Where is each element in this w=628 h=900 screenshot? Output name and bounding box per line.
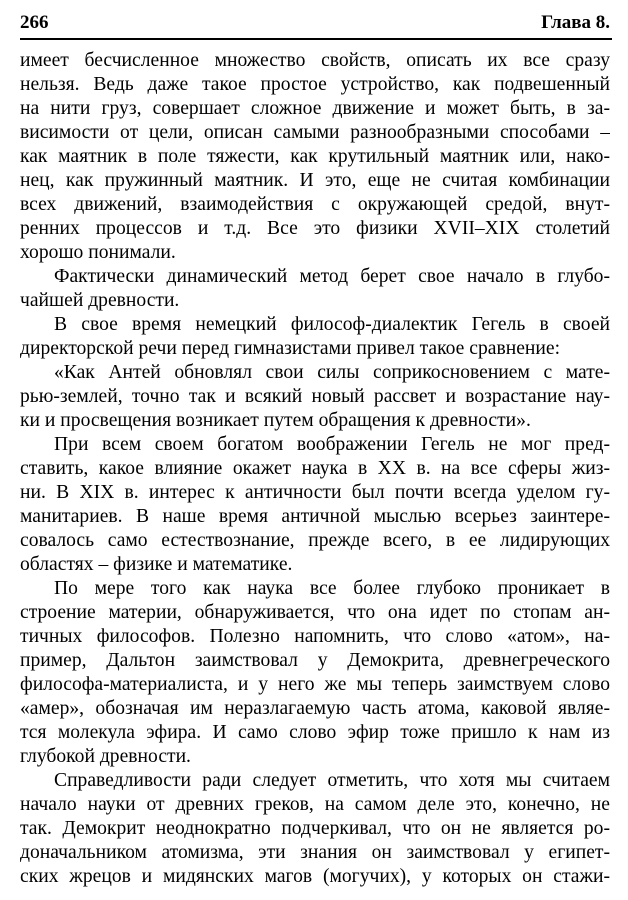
text-line: рью-землей, точно так и всякий новый рассвет и возрастание нау-	[20, 386, 610, 407]
text-line: хорошо понимали.	[20, 242, 176, 263]
text-line: тичных философов. Полезно напомнить, что слово «атом», на-	[20, 626, 610, 647]
text-line: так. Демокрит неоднократно подчеркивал, что он не является ро-	[20, 818, 610, 839]
page-number: 266	[20, 12, 49, 33]
text-line: как маятник в поле тяжести, как крутильный маятник или, нако-	[20, 146, 610, 167]
text-line: Справедливости ради следует отметить, что хотя мы считаем	[54, 770, 610, 791]
text-line: Фактически динамический метод берет свое начало в глубо-	[54, 266, 610, 287]
text-line: ставить, какое влияние окажет наука в XX в. на все сферы жиз-	[20, 458, 610, 479]
text-line: ки и просвещения возникает путем обращения к древности».	[20, 410, 531, 431]
text-line: ских жрецов и мидянских магов (могучих), у которых он стажи-	[20, 866, 610, 887]
text-line: «Как Антей обновлял свои силы соприкосновением с мате-	[54, 362, 610, 383]
text-line: начало науки от древних греков, на самом деле это, конечно, не	[20, 794, 610, 815]
text-line: глубокой древности.	[20, 746, 191, 767]
text-line: ренних процессов и т.д. Все это физики XVII–XIX столетий	[20, 218, 610, 239]
text-line: совалось само естествознание, прежде всего, в ее лидирующих	[20, 530, 610, 551]
text-line: тся молекула эфира. И само слово эфир тоже пришло к нам из	[20, 722, 610, 743]
text-line: пример, Дальтон заимствовал у Демокрита, древнегреческого	[20, 650, 610, 671]
chapter-title: Глава 8.	[541, 12, 610, 33]
text-line: областях – физике и математике.	[20, 554, 293, 575]
text-line: нельзя. Ведь даже такое простое устройство, как подвешенный	[20, 74, 610, 95]
text-line: висимости от цели, описан самыми разнообразными способами –	[20, 122, 610, 143]
text-line: имеет бесчисленное множество свойств, описать их все сразу	[20, 50, 610, 71]
text-line: нец, как пружинный маятник. И это, еще не считая комбинации	[20, 170, 610, 191]
text-line: При всем своем богатом воображении Гегель не мог пред-	[54, 434, 610, 455]
text-line: директорской речи перед гимназистами привел такое сравнение:	[20, 338, 561, 359]
text-line: По мере того как наука все более глубоко проникает в	[54, 578, 610, 599]
text-line: ни. В XIX в. интерес к античности был почти всегда уделом гу-	[20, 482, 610, 503]
text-line: В свое время немецкий философ-диалектик Гегель в своей	[54, 314, 610, 335]
text-line: доначальником атомизма, эти знания он заимствовал у египет-	[20, 842, 610, 863]
text-line: всех движений, взаимодействия с окружающей средой, внут-	[20, 194, 610, 215]
text-line: философа-материалиста, и у него же мы теперь заимствуем слово	[20, 674, 610, 695]
running-header	[20, 12, 612, 40]
text-line: чайшей древности.	[20, 290, 180, 311]
text-line: манитариев. В наше время античной мыслью всерьез заинтере-	[20, 506, 610, 527]
text-line: строение материи, обнаруживается, что она идет по стопам ан-	[20, 602, 610, 623]
text-line: «амер», обозначая им неразлагаемую часть атома, каковой являе-	[20, 698, 610, 719]
body-text	[20, 49, 610, 889]
text-line: на нити груз, совершает сложное движение и может быть, в за-	[20, 98, 610, 119]
